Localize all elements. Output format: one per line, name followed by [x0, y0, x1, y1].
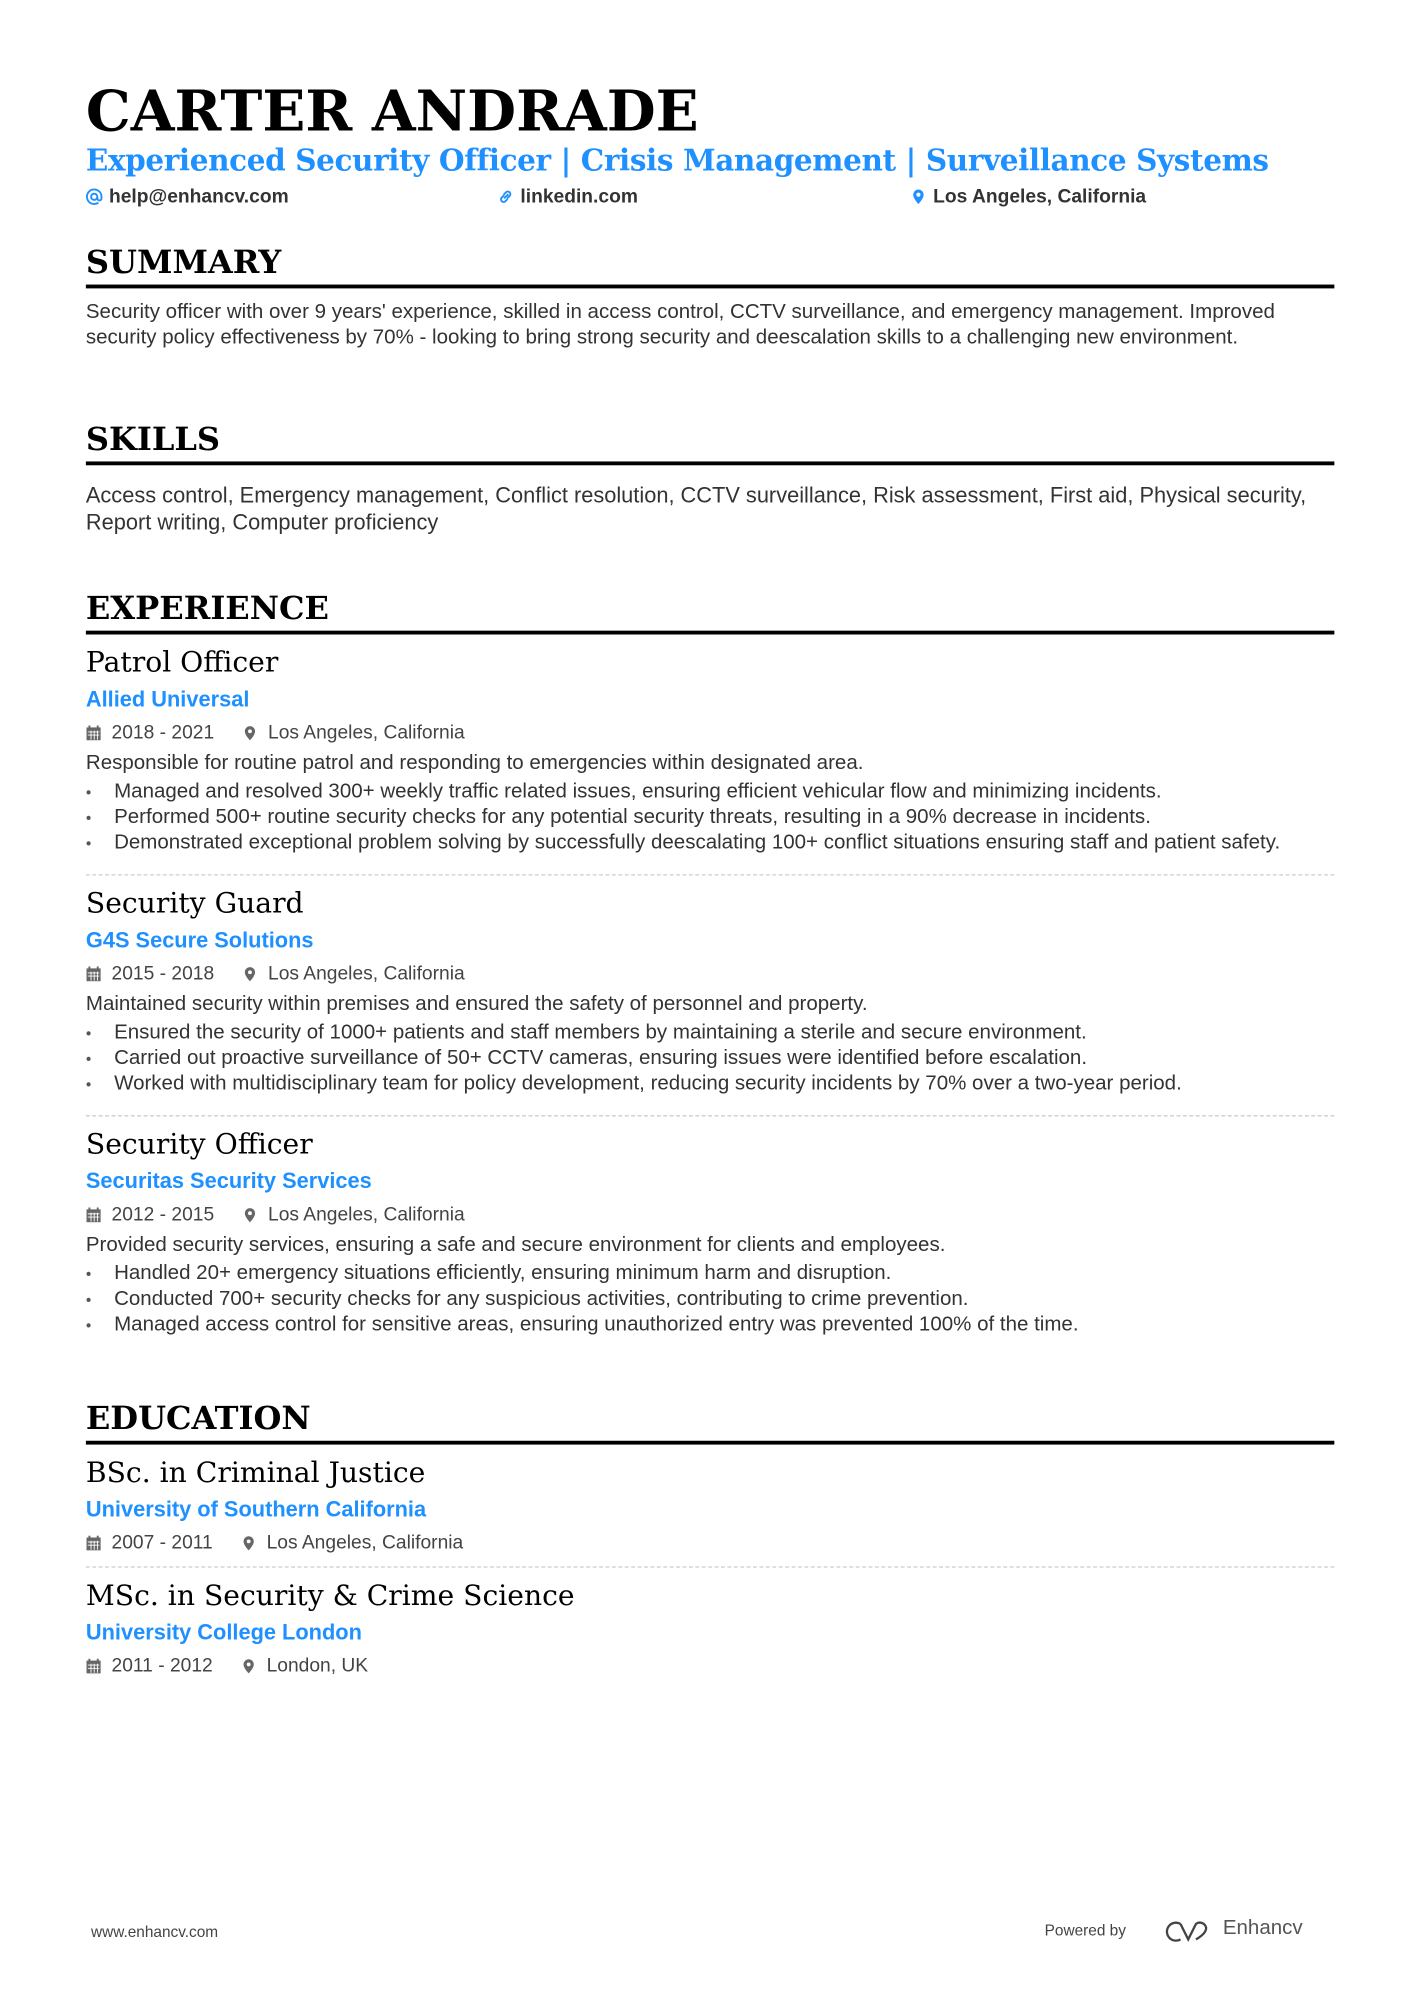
calendar-icon — [86, 1207, 101, 1222]
at-icon — [86, 188, 103, 205]
list-item: • Worked with multidisciplinary team for policy development, reducing security incidents by 70% over a two-year period. — [86, 1072, 1334, 1098]
dates: 2011 - 2012 — [111, 1654, 213, 1677]
dates: 2012 - 2015 — [111, 1203, 215, 1226]
location — [242, 1198, 464, 1230]
achievements-list — [86, 1261, 1334, 1338]
dashed-divider — [86, 874, 1334, 875]
company-name: Securitas Security Services — [85, 1169, 372, 1194]
calendar-icon — [86, 1535, 101, 1550]
meta-row — [86, 958, 1334, 990]
section-heading: SUMMARY — [85, 243, 282, 281]
dates: 2007 - 2011 — [111, 1531, 213, 1554]
job-entry — [86, 645, 1334, 867]
summary-section — [86, 244, 1334, 352]
enhancv-brand: Enhancv — [1222, 1917, 1303, 1940]
divider — [86, 631, 1334, 635]
company-name: G4S Secure Solutions — [85, 928, 314, 953]
list-item: • Carried out proactive surveillance of 50+ CCTV cameras, ensuring issues were identified before escalation. — [86, 1046, 1334, 1072]
location — [242, 958, 464, 990]
degree: BSc. in Criminal Justice — [85, 1457, 426, 1490]
link-icon — [497, 188, 514, 205]
job-title: Security Officer — [85, 1129, 313, 1162]
location-text: Los Angeles, California — [933, 185, 1147, 208]
contact-info — [86, 186, 1334, 212]
candidate-title: Experienced Security Officer | Crisis Management | Surveillance Systems — [85, 143, 1269, 179]
job-entry — [86, 1127, 1334, 1349]
calendar-icon — [86, 966, 101, 981]
skills-section — [86, 420, 1334, 535]
candidate-name: CARTER ANDRADE — [85, 79, 699, 145]
contact-linkedin[interactable] — [497, 186, 638, 208]
location — [241, 1527, 463, 1559]
list-item: • Handled 20+ emergency situations efficiently, ensuring minimum harm and disruption. — [86, 1261, 1334, 1287]
footer-website[interactable]: www.enhancv.com — [91, 1922, 219, 1941]
enhancv-logo-icon — [1164, 1919, 1213, 1945]
location-pin-icon — [910, 188, 927, 205]
job-title: Patrol Officer — [85, 647, 279, 680]
job-title: Security Guard — [85, 888, 304, 921]
list-item: • Managed and resolved 300+ weekly traffic related issues, ensuring efficient vehicular flow and minimizing incidents. — [86, 779, 1334, 805]
email-text: help@enhancv.com — [108, 185, 289, 208]
dashed-divider — [86, 1566, 1334, 1567]
location-pin-icon — [242, 725, 257, 740]
meta-row — [86, 717, 1334, 749]
company-name: Allied Universal — [85, 687, 250, 712]
meta-row — [86, 1650, 1334, 1682]
divider — [86, 461, 1334, 465]
education-entry — [86, 1578, 1334, 1682]
calendar-icon — [86, 725, 101, 740]
degree: MSc. in Security & Crime Science — [85, 1580, 575, 1613]
list-item: • Managed access control for sensitive areas, ensuring unauthorized entry was prevented 100% of the time. — [86, 1313, 1334, 1339]
job-description: Maintained security within premises and ensured the safety of personnel and property. — [85, 993, 868, 1016]
location — [242, 717, 464, 749]
education-entry — [86, 1455, 1334, 1559]
list-item: • Demonstrated exceptional problem solving by successfully deescalating 100+ conflict situations ensuring staff and patient safety. — [86, 831, 1334, 857]
summary-text: Security officer with over 9 years' experience, skilled in access control, CCTV surveillance, and emergency management. Improved security policy effectiveness by 70% - looking to bring strong security and deescalation skills to a challenging new environment. — [85, 301, 1275, 349]
location-text: London, UK — [266, 1654, 369, 1677]
job-description: Responsible for routine patrol and responding to emergencies within designated area. — [85, 752, 864, 775]
contact-location — [910, 186, 1146, 208]
meta-row — [86, 1198, 1334, 1230]
school-name: University of Southern California — [85, 1497, 427, 1522]
list-item: • Conducted 700+ security checks for any suspicious activities, contributing to crime prevention. — [86, 1287, 1334, 1313]
location-text: Los Angeles, California — [266, 1531, 464, 1554]
dashed-divider — [86, 1115, 1334, 1116]
location-text: Los Angeles, California — [267, 962, 465, 985]
list-item: • Performed 500+ routine security checks for any potential security threats, resulting in a 90% decrease in incidents. — [86, 805, 1334, 831]
experience-section — [86, 590, 1334, 1349]
meta-row — [86, 1527, 1334, 1559]
contact-email[interactable] — [86, 186, 289, 208]
location-text: Los Angeles, California — [267, 1203, 465, 1226]
calendar-icon — [86, 1658, 101, 1673]
location — [241, 1650, 368, 1682]
school-name: University College London — [85, 1620, 362, 1645]
section-heading: SKILLS — [85, 420, 221, 458]
section-heading: EDUCATION — [85, 1399, 311, 1437]
skills-text: Access control, Emergency management, Conflict resolution, CCTV surveillance, Risk assessment, First aid, Physical security, Report writing, Computer proficiency — [85, 483, 1307, 535]
job-entry — [86, 886, 1334, 1108]
location-pin-icon — [241, 1658, 256, 1673]
divider — [86, 285, 1334, 289]
location-text: Los Angeles, California — [267, 721, 465, 744]
location-pin-icon — [241, 1535, 256, 1550]
job-description: Provided security services, ensuring a safe and secure environment for clients and employees. — [85, 1234, 946, 1257]
divider — [86, 1441, 1334, 1445]
location-pin-icon — [242, 966, 257, 981]
linkedin-text: linkedin.com — [520, 185, 638, 208]
achievements-list — [86, 1020, 1334, 1097]
powered-by-label: Powered by — [1044, 1921, 1126, 1940]
education-section — [86, 1400, 1334, 1682]
dates: 2018 - 2021 — [111, 721, 215, 744]
achievements-list — [86, 779, 1334, 856]
dates: 2015 - 2018 — [111, 962, 215, 985]
list-item: • Ensured the security of 1000+ patients and staff members by maintaining a sterile and secure environment. — [86, 1020, 1334, 1046]
section-heading: EXPERIENCE — [85, 589, 329, 627]
location-pin-icon — [242, 1207, 257, 1222]
